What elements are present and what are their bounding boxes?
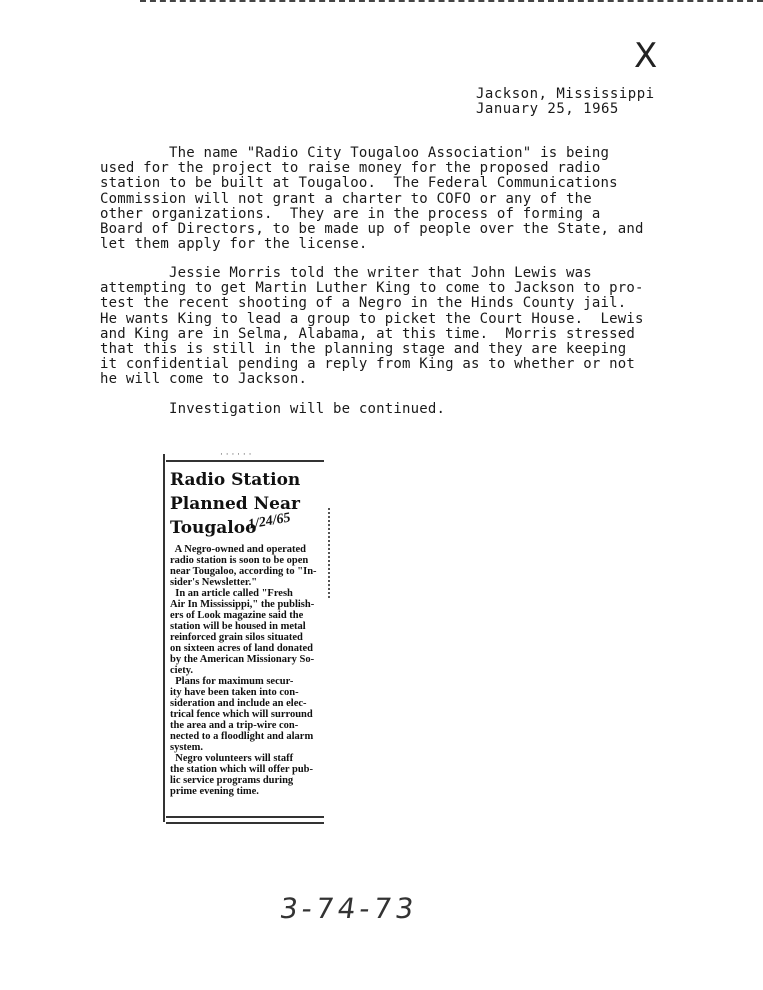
clipping-handwritten-date: 1/24/65 xyxy=(246,510,292,533)
clipping-side-marks xyxy=(328,508,334,598)
clipping-top-rule xyxy=(166,460,324,462)
paragraph-radio-association: The name "Radio City Tougaloo Association" is being used for the project to raise money for the proposed radio station to be built at Tougaloo. The Federal Communications Commission will not grant a charter to COFO or any of the other organizations. They are in the process of forming a Board of Directors, to be made up of people over the State, and let them apply for the license. xyxy=(100,145,644,253)
clipping-dots: · · · · · · xyxy=(220,450,252,460)
top-border-rule xyxy=(140,0,763,2)
clipping-body: A Negro-owned and operated radio station is soon to be open near Tougaloo, according to "In- sider's Newsletter." In an article called "Fresh Air In Mississippi," the publish- ers of Look magazine said the station will be housed in metal reinforced grain silos situated on sixteen acres of land donated by the American Missionary So- ciety. Plans for maximum secur- ity have been taken into con- sideration and include an elec- trical fence which will surround the area and a trip-wire con- nected to a floodlight and alarm system. Negro volunteers will staff the station which will offer pub- lic service programs during prime evening time. xyxy=(170,544,317,797)
corner-check-mark: X xyxy=(634,36,658,76)
header-date: January 25, 1965 xyxy=(476,101,619,117)
paragraph-martin-luther-king: Jessie Morris told the writer that John Lewis was attempting to get Martin Luther King to come to Jackson to pro- test the recent shooting of a Negro in the Hinds County jail. He wants King to lead a group to picket the Court House. Lewis and King are in Selma, Alabama, at this time. Morris stressed that this is still in the planning stage and they are keeping it confidential pending a reply from King as to whether or not he will come to Jackson. xyxy=(100,265,644,388)
header-place: Jackson, Mississippi xyxy=(476,86,655,102)
paragraph-investigation: Investigation will be continued. xyxy=(100,401,446,417)
handwritten-file-number: 3-74-73 xyxy=(277,892,420,925)
clipping-headline: Radio Station Planned Near Tougaloo xyxy=(170,470,301,538)
clipping-bottom-rule xyxy=(166,816,324,824)
